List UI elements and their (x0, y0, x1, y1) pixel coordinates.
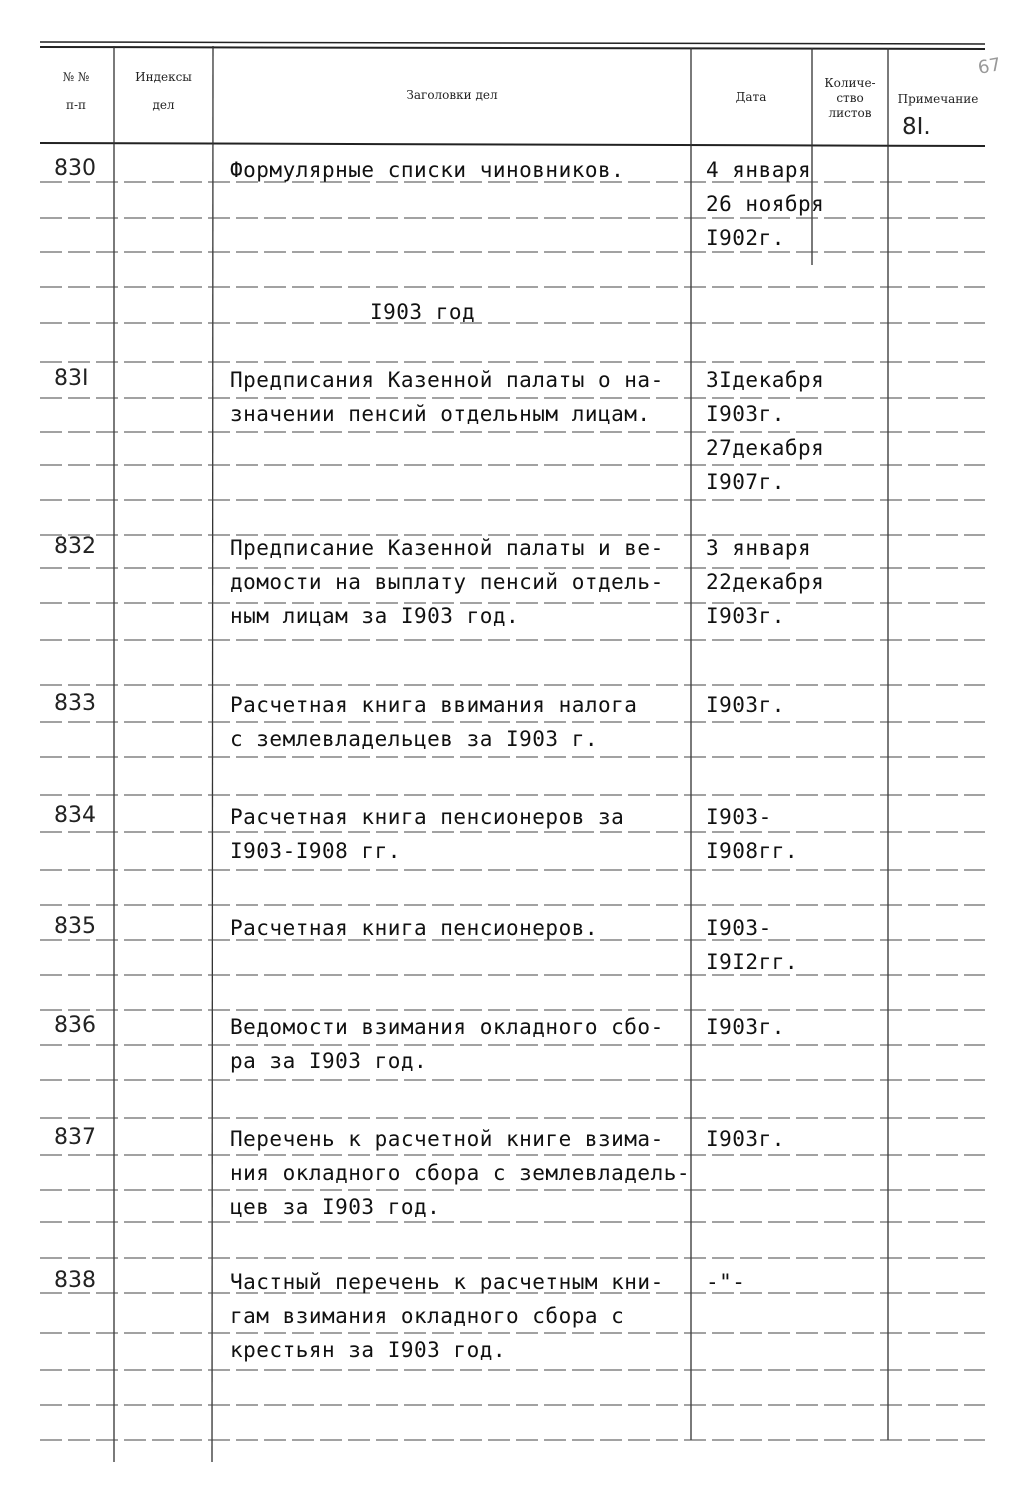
record-date-line: I903г. (706, 1127, 785, 1151)
record-title-line: Перечень к расчетной книге взима- (230, 1127, 664, 1151)
col-header-sheets-line3: листов (828, 106, 872, 120)
record-date-line: I903- (706, 916, 772, 940)
record-date-line: I903г. (706, 604, 785, 628)
record-title-line: цев за I903 год. (230, 1195, 441, 1219)
record-title-line: ния окладного сбора с землевладель- (230, 1161, 691, 1185)
col-header-index (116, 70, 211, 113)
record-title-line: ным лицам за I903 год. (230, 604, 520, 628)
record-date-line: I902г. (706, 226, 785, 250)
record-title-line: крестьян за I903 год. (230, 1338, 507, 1362)
col-header-sheets (813, 76, 887, 121)
col-header-sheets-line1: Количе- (824, 76, 876, 90)
record-number: 833 (54, 691, 96, 716)
record-title-line: гам взимания окладного сбора с (230, 1304, 625, 1328)
record-date-line: 26 ноября (706, 192, 825, 216)
record-date-line: 22декабря (706, 570, 825, 594)
record-date-line: I903- (706, 805, 772, 829)
record-number: 834 (54, 803, 96, 828)
col-header-title: Заголовки дел (406, 88, 498, 102)
record-date-line: I908гг. (706, 839, 799, 863)
col-header-number (40, 70, 112, 113)
record-title-line: Расчетная книга пенсионеров. (230, 916, 599, 940)
record-date-line: I903г. (706, 402, 785, 426)
sheet-number: 8I. (902, 114, 931, 140)
record-number: 835 (54, 914, 96, 939)
record-date-line: 27декабря (706, 436, 825, 460)
record-title-line: Расчетная книга пенсионеров за (230, 805, 625, 829)
col-header-number-label: № № (62, 70, 90, 84)
record-title-line: Расчетная книга ввимания налога (230, 693, 638, 717)
col-header-index-sub: дел (152, 97, 175, 112)
record-date-line: I9I2гг. (706, 950, 799, 974)
record-date-line: 4 января (706, 158, 812, 182)
col-header-number-sub: п-п (65, 97, 87, 112)
record-title-line: ра за I903 год. (230, 1049, 428, 1073)
record-number: 838 (54, 1268, 96, 1293)
record-date-line: I903г. (706, 1015, 785, 1039)
record-title-line: домости на выплату пенсий отдель- (230, 570, 664, 594)
record-title-line: Ведомости взимания окладного сбо- (230, 1015, 664, 1039)
record-title-line: Предписание Казенной палаты и ве- (230, 536, 664, 560)
pencil-annotation: 67 (976, 54, 1003, 79)
record-number: 830 (54, 156, 96, 181)
col-header-date: Дата (735, 90, 767, 104)
record-title-line: Формулярные списки чиновников. (230, 158, 625, 182)
year-heading: I903 год (370, 300, 476, 324)
record-title-line: с землевладельцев за I903 г. (230, 727, 599, 751)
record-number: 836 (54, 1013, 96, 1038)
col-header-index-label: Индексы (135, 70, 192, 84)
record-date-line: 3 января (706, 536, 812, 560)
record-date-line: -"- (706, 1270, 746, 1294)
record-date-line: 3Iдекабря (706, 368, 825, 392)
record-number: 832 (54, 534, 96, 559)
record-date-line: I907г. (706, 470, 785, 494)
record-date-line: I903г. (706, 693, 785, 717)
record-title-line: I903-I908 гг. (230, 839, 401, 863)
col-header-note: Примечание (897, 92, 979, 106)
record-number: 83I (54, 366, 89, 391)
col-header-sheets-line2: ство (836, 91, 864, 105)
record-number: 837 (54, 1125, 96, 1150)
record-title-line: Частный перечень к расчетным кни- (230, 1270, 664, 1294)
record-title-line: Предписания Казенной палаты о на- (230, 368, 664, 392)
record-title-line: значении пенсий отдельным лицам. (230, 402, 651, 426)
